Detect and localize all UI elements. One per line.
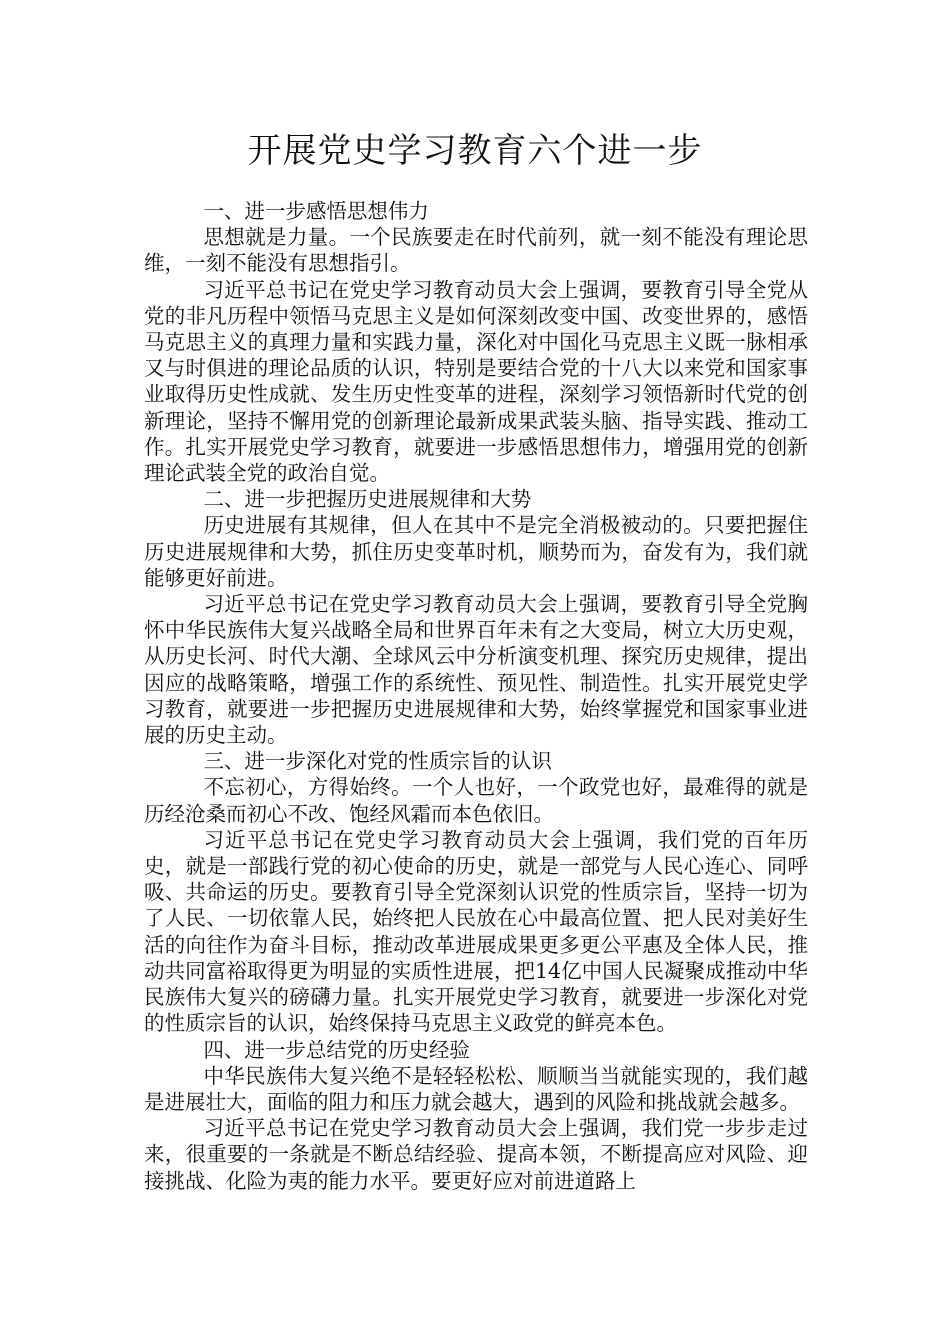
- paragraph: 不忘初心，方得始终。一个人也好，一个政党也好，最难得的就是历经沧桑而初心不改、饱经风霜而本色依旧。: [144, 775, 808, 826]
- paragraph: 习近平总书记在党史学习教育动员大会上强调，我们党一步步走过来，很重要的一条就是不断总结经验、提高本领，不断提高应对风险、迎接挑战、化险为夷的能力水平。要更好应对前进道路上: [144, 1116, 808, 1193]
- paragraph: 中华民族伟大复兴绝不是轻轻松松、顺顺当当就能实现的，我们越是进展壮大，面临的阻力和压力就会越大，遇到的风险和挑战就会越多。: [144, 1063, 808, 1114]
- paragraph: 思想就是力量。一个民族要走在时代前列，就一刻不能没有理论思维，一刻不能没有思想指引。: [144, 225, 808, 276]
- section-heading-4: 四、进一步总结党的历史经验: [203, 1037, 470, 1062]
- paragraph: 习近平总书记在党史学习教育动员大会上强调，要教育引导全党胸怀中华民族伟大复兴战略全局和世界百年未有之大变局，树立大历史观，从历史长河、时代大潮、全球风云中分析演变机理、探究历史规律，提出因应的战略策略，增强工作的系统性、预见性、制造性。扎实开展党史学习教育，就要进一步把握历史进展规律和大势，始终掌握党和国家事业进展的历史主动。: [144, 592, 808, 748]
- paragraph: 历史进展有其规律，但人在其中不是完全消极被动的。只要把握住历史进展规律和大势，抓住历史变革时机，顺势而为，奋发有为，我们就能够更好前进。: [144, 513, 808, 590]
- section-heading-3: 三、进一步深化对党的性质宗旨的认识: [203, 749, 552, 774]
- section-heading-1: 一、进一步感悟思想伟力: [203, 199, 429, 223]
- document-title: 开展党史学习教育六个进一步: [247, 131, 703, 171]
- paragraph: 习近平总书记在党史学习教育动员大会上强调，要教育引导全党从党的非凡历程中领悟马克思主义是如何深刻改变中国、改变世界的，感悟马克思主义的真理力量和实践力量，深化对中国化马克思主义既一脉相承又与时俱进的理论品质的认识，特别是要结合党的十八大以来党和国家事业取得历史性成就、发生历史性变革的进程，深刻学习领悟新时代党的创新理论，坚持不懈用党的创新理论最新成果武装头脑、指导实践、推动工作。扎实开展党史学习教育，就要进一步感悟思想伟力，增强用党的创新理论武装全党的政治自觉。: [144, 277, 808, 486]
- paragraph: 习近平总书记在党史学习教育动员大会上强调，我们党的百年历史，就是一部践行党的初心使命的历史，就是一部党与人民心连心、同呼吸、共命运的历史。要教育引导全党深刻认识党的性质宗旨，坚持一切为了人民、一切依靠人民，始终把人民放在心中最高位置、把人民对美好生活的向往作为奋斗目标，推动改革进展成果更多更公平惠及全体人民，推动共同富裕取得更为明显的实质性进展，把14亿中国人民凝聚成推动中华民族伟大复兴的磅礴力量。扎实开展党史学习教育，就要进一步深化对党的性质宗旨的认识，始终保持马克思主义政党的鲜亮本色。: [144, 827, 808, 1036]
- section-heading-2: 二、进一步把握历史进展规律和大势: [203, 487, 532, 512]
- document-body: [144, 198, 808, 1194]
